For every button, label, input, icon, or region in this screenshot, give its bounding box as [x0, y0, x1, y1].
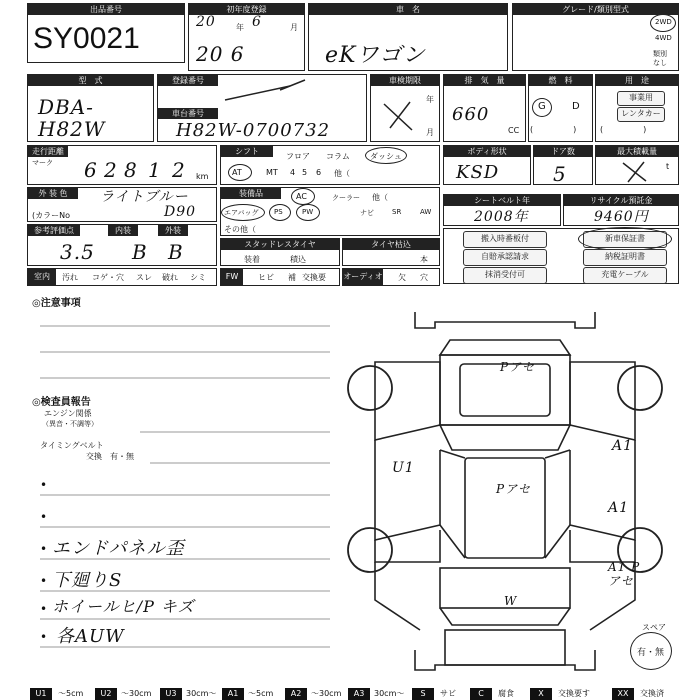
fw-label: FW [221, 269, 243, 285]
shift-at: AT [232, 168, 242, 177]
interior-burn: コゲ・穴 [92, 273, 124, 282]
doc-plate: 搬入時番板付 [463, 231, 547, 248]
mileage-d4: 1 [148, 158, 162, 182]
first-reg-month: 6 [252, 14, 262, 30]
drive-4wd: 4WD [655, 34, 672, 42]
seatbelt-label: シートベルト年 [444, 195, 560, 206]
drive-2wd-circle [650, 14, 676, 32]
drive-2wd: 2WD [655, 18, 672, 26]
scores-label: 参考評価点 [28, 225, 80, 236]
use-business: 事業用 [617, 91, 665, 106]
model-value: DBA-H82W [38, 95, 106, 141]
mark-roof: Pアセ [496, 482, 531, 496]
recycle-label: リサイクル預託金 [564, 195, 678, 206]
equip-other1: 他（ [372, 193, 388, 202]
equip-navi: ナビ [360, 209, 374, 217]
legend-val-a3: 30cm～ [374, 689, 405, 698]
audio-hole: 穴 [420, 273, 428, 282]
doors-value: 5 [553, 162, 567, 186]
shift-column: コラム [326, 152, 350, 161]
timing-sub: 交換 有・無 [86, 452, 134, 461]
first-reg-label: 初年度登録 [189, 4, 304, 15]
interior-tear: 破れ [162, 273, 178, 282]
shift-5: 5 [302, 168, 308, 177]
fuel-label: 燃 料 [529, 75, 592, 86]
meter-label: マーク [32, 159, 53, 167]
score-value: 3.5 [60, 240, 95, 264]
legend-val-a1: ～5cm [248, 689, 274, 698]
equip-ps: PS [274, 208, 283, 216]
car-name-label: 車 名 [309, 4, 507, 15]
bullet-5: • [40, 602, 48, 616]
shift-at-circle [228, 164, 252, 181]
fw-crack: ヒビ [258, 273, 274, 282]
equip-aw: AW [420, 208, 432, 216]
legend-key-u1: U1 [30, 688, 52, 700]
legend-val-u2: ～30cm [121, 689, 152, 698]
fuel-paren: ( ) [530, 125, 577, 134]
legend-key-s: S [412, 688, 434, 700]
note-endpanel: エンドパネル歪 [52, 538, 185, 559]
doc-tax: 納税証明書 [583, 249, 667, 266]
mileage-d1: 6 [84, 158, 98, 182]
shift-mt: MT [266, 168, 278, 177]
first-reg-era: 20 [196, 14, 216, 30]
note-underbody: 下廻りS [52, 570, 123, 591]
caution-lines [40, 300, 340, 390]
use-label: 用 途 [596, 75, 678, 86]
mark-rear: W [504, 594, 518, 608]
mark-left-door: U1 [392, 460, 415, 476]
legend-key-a1: A1 [222, 688, 244, 700]
caution-label: ◎注意事項 [32, 298, 81, 309]
capacity-strike [620, 160, 650, 184]
doors-label: ドア数 [534, 146, 592, 157]
km-label: km [196, 172, 209, 181]
bullet-4: • [40, 574, 48, 588]
interior-scuff: スレ [136, 273, 152, 282]
studless-fitted: 装着 [244, 255, 260, 264]
note-allauw: 各AUW [56, 626, 125, 647]
doc-warranty: 新車保証書 [583, 231, 667, 248]
interior-dirty: 汚れ [62, 273, 78, 282]
equip-pw: PW [302, 208, 314, 216]
lot-number: SY0021 [33, 22, 140, 55]
legend-key-x: X [530, 688, 552, 700]
spare-value: 有・無 [637, 648, 665, 658]
mileage-label: 走行距離 [28, 146, 68, 157]
bullet-3: • [40, 542, 48, 556]
inspection-month: 月 [426, 128, 434, 137]
legend-val-a2: ～30cm [311, 689, 342, 698]
equip-airbag-circle [221, 204, 265, 221]
mileage-d3: 8 [124, 158, 138, 182]
first-reg-year-suffix: 年 [236, 23, 244, 32]
shift-4: 4 [290, 168, 296, 177]
fuel-g-circle [532, 98, 552, 117]
first-reg-hand: 20 6 [196, 42, 245, 66]
reg-strike [220, 78, 310, 108]
seatbelt-value: 2008年 [474, 209, 529, 225]
shift-other: 他（ [334, 169, 350, 178]
equip-sr: SR [392, 208, 402, 216]
interior-stain: シミ [190, 273, 206, 282]
equip-ps-circle [269, 204, 291, 221]
audio-label: オーディオ [343, 269, 383, 285]
interior-label: 内装 [108, 225, 138, 236]
cc-label: CC [508, 126, 520, 135]
exterior-grade-label: 外装 [158, 225, 188, 236]
recycle-value: 9460円 [594, 209, 649, 225]
body-label: ボディ形状 [444, 146, 530, 157]
shift-floor: フロア [286, 152, 310, 161]
color-code: D90 [164, 204, 197, 220]
equip-cooler: クーラー [332, 194, 360, 202]
displacement-value: 660 [452, 104, 490, 125]
doc-cancel: 抹消受付可 [463, 267, 547, 284]
displacement-label: 排 気 量 [444, 75, 525, 86]
equip-other2: その他（ [224, 225, 256, 234]
body-value: KSD [456, 162, 500, 183]
tire-label: タイヤ枯込 [343, 239, 439, 250]
legend-val-xx: 交換済 [640, 689, 664, 698]
interior-row-label: 室内 [28, 269, 56, 285]
chassis-label: 車台番号 [158, 108, 218, 119]
doc-insurance: 自賠承認請求 [463, 249, 547, 266]
studless-label: スタッドレスタイヤ [221, 239, 339, 250]
studless-loaded: 積込 [290, 255, 306, 264]
classification-label: 類別なし [653, 50, 667, 67]
equip-airbag: エアバッグ [224, 209, 259, 217]
inspector-label: ◎検査員報告 [32, 397, 91, 408]
bullet-1: • [40, 478, 48, 492]
legend-val-x: 交換要す [558, 689, 590, 698]
exterior-label: 外 装 色 [28, 188, 78, 199]
inspection-label: 車検期限 [371, 75, 439, 86]
legend-val-c: 腐食 [498, 689, 514, 698]
spare-label: スペア [642, 623, 666, 632]
equip-pw-circle [296, 204, 320, 221]
legend-key-xx: XX [612, 688, 634, 700]
mark-right-rear: A1 Pアセ [608, 560, 641, 588]
shift-6: 6 [316, 168, 322, 177]
capacity-unit: t [666, 162, 670, 171]
exterior-color: ライトブルー [100, 189, 189, 205]
chassis-value: H82W-0700732 [176, 120, 331, 141]
capacity-label: 最大積載量 [596, 146, 678, 157]
shift-label: シフト [221, 146, 273, 157]
legend-key-a3: A3 [348, 688, 370, 700]
fuel-g: G [538, 101, 546, 112]
car-name: eKワゴン [325, 43, 426, 68]
shift-dash-circle [365, 147, 407, 164]
mark-right-mid: A1 [608, 500, 630, 516]
legend-key-a2: A2 [285, 688, 307, 700]
color-no-label: (カラーNo [32, 211, 70, 220]
fw-repair: 補 [288, 273, 296, 282]
audio-missing: 欠 [398, 273, 406, 282]
note-wheel: ホイールヒ/P キズ [52, 597, 195, 616]
grade-label: グレード/類別型式 [513, 4, 678, 15]
engine-sub: （異音・不調等） [42, 420, 98, 428]
timing-label: タイミングベルト [40, 441, 104, 450]
equip-ac-circle [291, 188, 315, 205]
engine-label: エンジン関係 [44, 409, 92, 418]
mileage-d5: 2 [172, 158, 186, 182]
legend-key-u3: U3 [160, 688, 182, 700]
legend-val-s: サビ [440, 689, 456, 698]
doc-cable: 充電ケーブル [583, 267, 667, 284]
mileage-d2: 2 [104, 158, 118, 182]
legend-key-c: C [470, 688, 492, 700]
reg-no-label: 登録番号 [158, 75, 218, 86]
model-label: 型 式 [28, 75, 153, 86]
mark-right-front: A1 [612, 438, 634, 454]
use-paren: ( ) [600, 125, 647, 134]
inspection-year: 年 [426, 95, 434, 104]
equip-ac: AC [296, 192, 307, 201]
lot-label: 出品番号 [28, 4, 184, 15]
mark-roof-front: Pアセ [500, 360, 535, 374]
fw-replace: 交換要 [302, 273, 326, 282]
first-reg-month-suffix: 月 [290, 23, 298, 32]
bullet-2: • [40, 510, 48, 524]
legend-key-u2: U2 [95, 688, 117, 700]
legend-val-u1: ～5cm [58, 689, 84, 698]
exterior-grade-value: B [168, 240, 184, 264]
equip-label: 装備品 [221, 188, 281, 199]
legend-val-u3: 30cm～ [186, 689, 217, 698]
interior-value: B [132, 240, 148, 264]
use-rental: レンタカー [617, 107, 665, 122]
fuel-d: D [572, 101, 580, 112]
tire-value: 本 [420, 255, 428, 264]
inspection-strike [380, 96, 420, 136]
shift-dash: ダッシュ [370, 152, 402, 161]
bullet-6: • [40, 630, 48, 644]
doc-warranty-circle [578, 227, 672, 251]
